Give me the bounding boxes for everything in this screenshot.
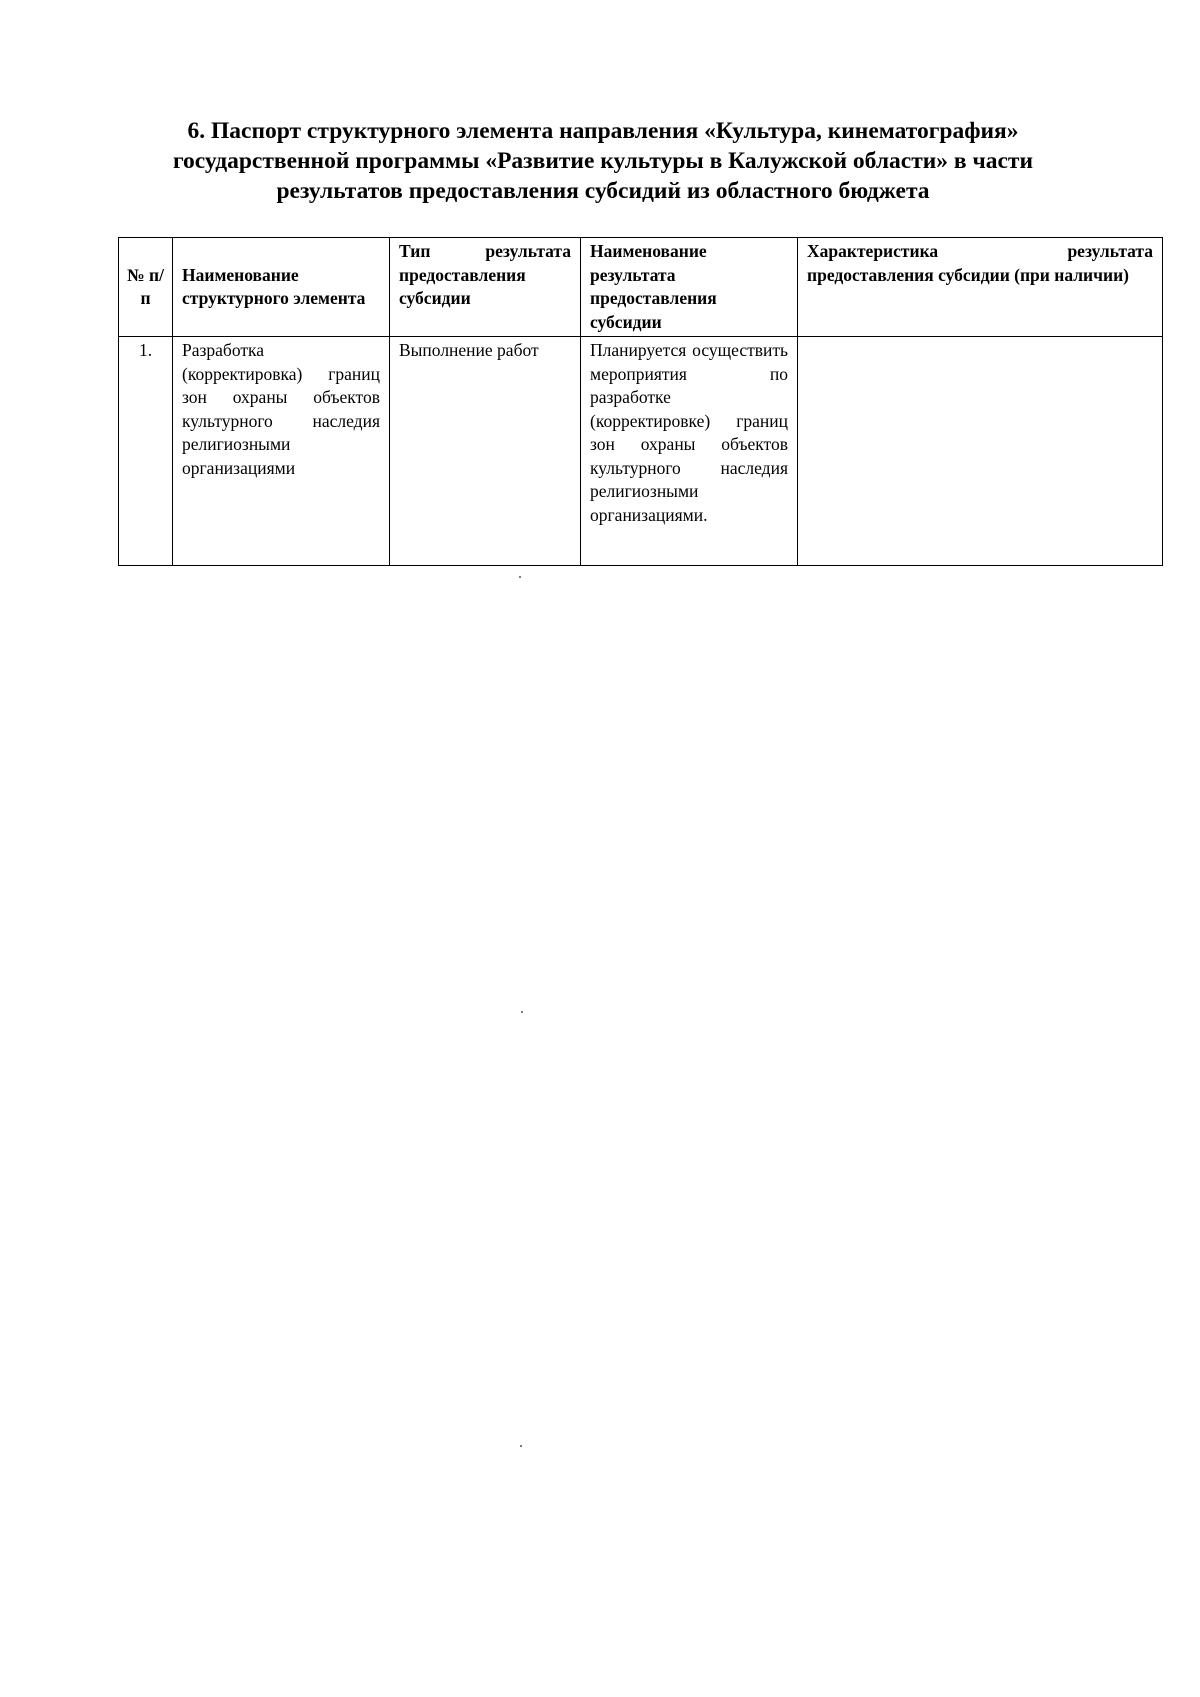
header-element-name: Наименование структурного элемента: [173, 238, 390, 337]
cell-result-type: Выполнение работ: [390, 337, 581, 566]
scan-speck: [519, 576, 521, 578]
title-line-2: государственной программы «Развитие культуры в Калужской области» в части: [172, 148, 1034, 174]
table-header: [119, 238, 1163, 337]
title-line-1: 6. Паспорт структурного элемента направления «Культура, кинематография»: [187, 118, 1019, 144]
table-row: [119, 337, 1163, 566]
title-line-3: результатов предоставления субсидий из областного бюджета: [276, 178, 930, 204]
header-result-name: Наименование результата предоставления субсидии: [581, 238, 798, 337]
cell-characteristic: [798, 337, 1163, 566]
cell-element-name: Разработка (корректировка) границ зон охраны объектов культурного наследия религиозными организациями: [173, 337, 390, 566]
passport-table: [118, 237, 1163, 566]
scan-speck: [521, 1011, 523, 1013]
header-num: № п/п: [119, 238, 173, 337]
cell-result-name: Планируется осуществить мероприятия по разработке (корректировке) границ зон охраны объектов культурного наследия религиозными организациями.: [581, 337, 798, 566]
table-body: [119, 337, 1163, 566]
header-result-type: Тип результата предоставления субсидии: [390, 238, 581, 337]
scan-speck: [520, 1445, 522, 1447]
page-title: [118, 116, 1088, 206]
header-row: [119, 238, 1163, 337]
header-characteristic: Характеристика результата предоставления субсидии (при наличии): [798, 238, 1163, 337]
cell-num: 1.: [119, 337, 173, 566]
